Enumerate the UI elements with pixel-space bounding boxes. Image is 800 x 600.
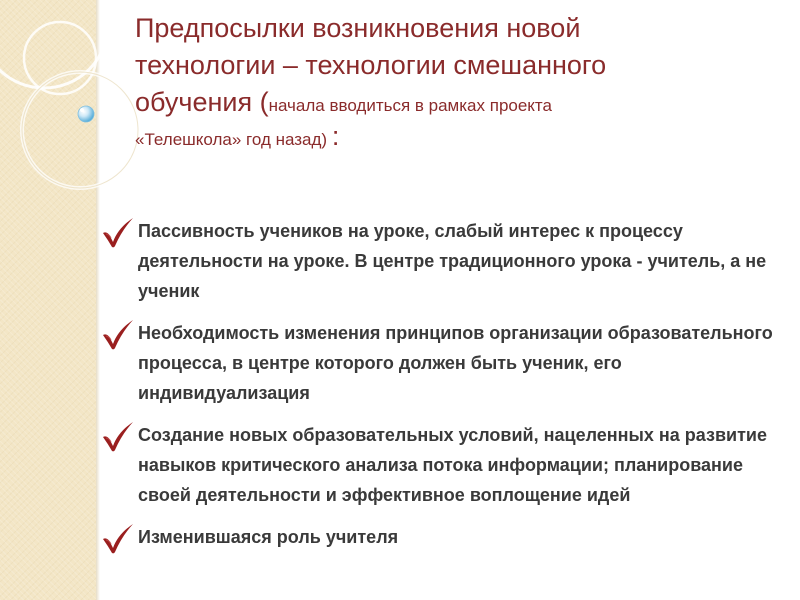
bullet-text: Необходимость изменения принципов организации образовательного процесса, в центре которого должен быть ученик, его индивидуализация [138, 323, 773, 403]
title-main: Предпосылки возникновения новой технологии – технологии смешанного обучения ( [135, 13, 607, 117]
bullet-list [100, 216, 790, 552]
bullet-text: Создание новых образовательных условий, нацеленных на развитие навыков критического анализа потока информации; планирование своей деятельности и эффективное воплощение идей [138, 425, 767, 505]
checkmark-icon [100, 318, 136, 352]
checkmark-icon [100, 216, 136, 250]
slide-title [135, 10, 715, 154]
left-decorative-strip [0, 0, 96, 600]
title-note-line2: «Телешкола» год назад) [135, 130, 328, 149]
bullet-item [100, 522, 790, 552]
bullet-text: Изменившаяся роль учителя [138, 527, 399, 547]
bullet-item [100, 420, 790, 510]
checkmark-icon [100, 420, 136, 454]
title-colon: : [331, 121, 340, 151]
checkmark-icon [100, 522, 136, 556]
bullet-item [100, 216, 790, 306]
title-note-line1: начала вводиться в рамках проекта [268, 96, 552, 115]
bullet-text: Пассивность учеников на уроке, слабый интерес к процессу деятельности на уроке. В центре традиционного урока - учитель, а не ученик [138, 221, 767, 301]
bullet-item [100, 318, 790, 408]
